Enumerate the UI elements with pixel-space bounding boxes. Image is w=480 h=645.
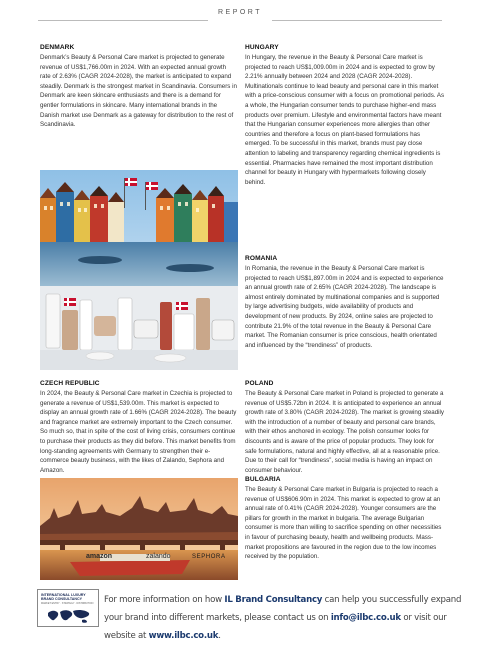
section-body: The Beauty & Personal Care market in Bulgaria is projected to reach a revenue of US$606.90m in 2024. This market is expected to grow at an annual rate of 0.41% (CAGR 2024-2028). Younger consumers are the pillars for growth in the market in bulgaria. The average Bulgarian consumer is more than willing to sacrifice spending on other necessities in favour of purchasing beauty, health and wellbeing products. Mass-market propositions are favoured in the region due to the low incomes received by the population. [245,486,442,561]
brand-amazon: amazon [86,553,113,560]
section-body: In 2024, the Beauty & Personal Care market in Czechia is projected to generate a revenue of US$1,539.00m. This market is expected to display an annual growth rate of 1.66% (CAGR 2024-2028). The beauty and fragrance market are extremely important to the Czech consumer. So much so, that in spite of the cost of living crisis, consumers continue to purchase their products as they did before. This market benefits from long-standing agreements with Germany to strengthen their e-commerce beauty business, with the likes of Zalando, Sephora and Amazon. [40,390,237,474]
section-hungary [245,44,445,187]
footer-text-mid2: or visit our website at [104,613,447,641]
footer-text-pre: For more information on how [104,595,225,605]
ilbc-logo [37,589,99,627]
logo-subtitle: MARKET ENTRY · STRATEGY · DISTRIBUTION [41,602,94,605]
page-header [0,0,480,24]
section-czech-republic [40,380,238,475]
page-footer [0,586,480,641]
brand-sephora: SEPHORA [192,554,226,560]
footer-email-link[interactable]: info@ilbc.co.uk [330,613,401,623]
section-body: The Beauty & Personal Care market in Poland is projected to generate a revenue of US$5.72bn in 2024. It is anticipated to experience an annual growth rate of 3.80% (CAGR 2024-2028). The market is growing steadily with the introduction of a number of beauty and personal care brands, with their ethos anchored in ecology. The polish consumer looks for discounts and is aware of the price of popular products. They look for safe formulations, natural and highly effective, all at a reasonable price. Due to their call for “trendiness”, social media is having an impact on consumer behaviour. [245,390,445,474]
section-romania [245,255,445,350]
denmark-cosmetics-image [40,170,238,370]
section-title: DENMARK [40,44,75,51]
footer-text-mid: can help you successfully expand your brand into different markets, please contact us on [104,595,462,623]
section-body: In Romania, the revenue in the Beauty & Personal Care market is projected to reach US$1,897.00m in 2024 and is expected to experience an annual growth rate of 2.65% (CAGR 2024-2028). The landscape is almost entirely dominated by multinational companies and is supported by large advertising budgets, wide availability of products and development of new products. By 2024, online sales are projected to contribute 21.9% of the total revenue in the Beauty & Personal Care market. The Romanian consumer is price conscious, health orientated and influenced by the “trendiness” of products. [245,265,444,349]
section-denmark [40,44,238,130]
world-map-icon [46,607,92,625]
section-bulgaria [245,476,445,562]
section-title: POLAND [245,380,274,387]
section-body: In Hungary, the revenue in the Beauty & Personal Care market is projected to reach US$1,009.00m in 2024 and is expected to grow by 2.21% annually between 2024 and 2028 (CAGR 2024-2028). Multinationals continue to lead beauty and personal care in this market with a price-conscious consumer with a focus on promotional periods. As a whole, the Hungarian consumer tends to purchase higher-end mass products over premium. Lifestyle and environmental factors have meant that the Hungarian consumer experiences more allergies than other countries and therefore a focus on plant-based formulations has emerged. To be successful in this market, brands must pay close attention to labeling and transparency regarding chemical ingredients is essential. Pharmacies have remained the most important distribution channel for beauty in Hungary with hypermarkets following closely behind. [245,54,445,186]
footer-contact-text [104,591,464,645]
header-rule-right [272,20,442,21]
section-title: BULGARIA [245,476,281,483]
brand-zalando: zalando [146,553,171,560]
footer-website-link[interactable]: www.ilbc.co.uk [148,631,219,641]
logo-title: INTERNATIONAL LUXURY BRAND CONSULTANCY [41,593,86,602]
section-title: CZECH REPUBLIC [40,380,100,387]
section-poland [245,380,445,475]
section-title: ROMANIA [245,255,278,262]
header-rule-left [38,20,208,21]
footer-brand-name: IL Brand Consultancy [224,595,323,605]
header-label: REPORT [217,9,263,16]
footer-text-end: . [218,631,221,641]
section-body: Denmark’s Beauty & Personal Care market is projected to generate revenue of US$1,766.00m in 2024. With an expected annual growth rate of 2.63% (CAGR 2024-2028), the market is anticipated to expand steadily. Denmark is the strongest market in Scandinavia. Consumers in Denmark are keen skincare enthusiasts and there is a demand for gentler formulations in skincare. Many international brands in the Danish market use Denmark as a gateway for distribution to the rest of Scandinavia. [40,54,237,129]
prague-ecommerce-image [40,478,238,580]
section-title: HUNGARY [245,44,279,51]
